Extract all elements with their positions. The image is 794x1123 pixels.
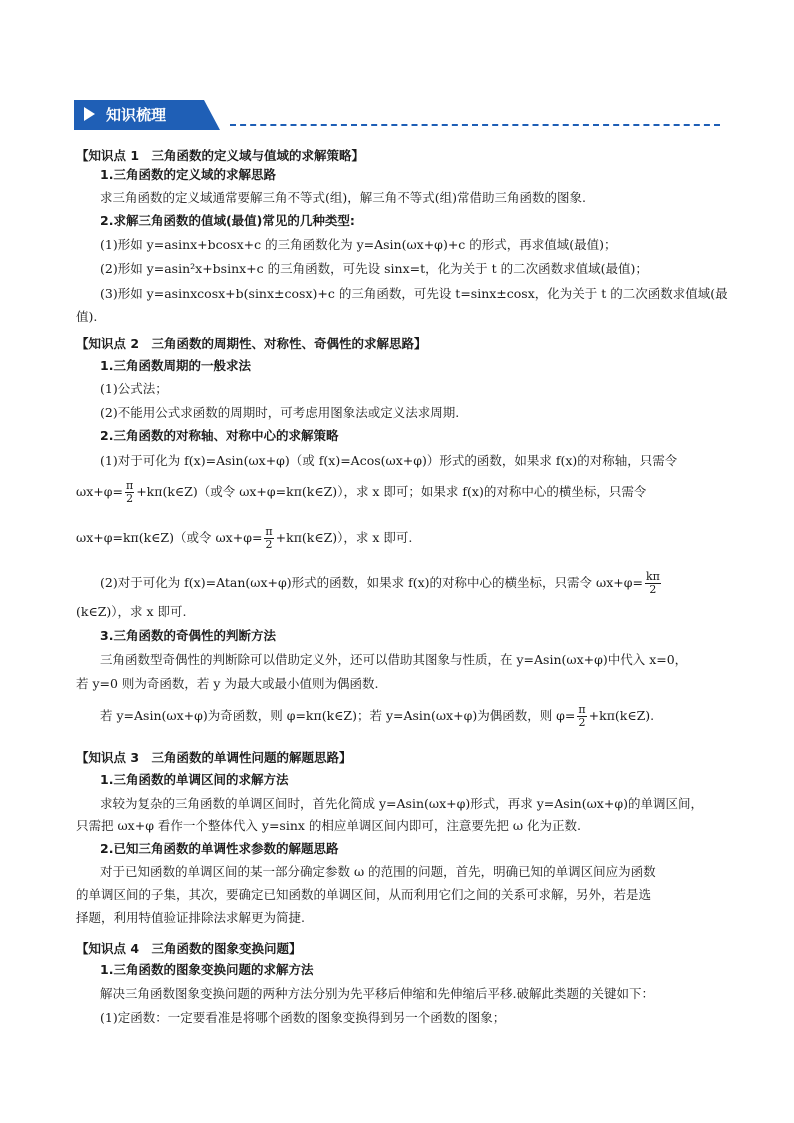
kp2-para-d2: 若 y=0 则为奇函数，若 y 为最大或最小值则为偶函数.	[76, 676, 379, 691]
fraction-pi-over-2	[577, 704, 586, 729]
kp2-item-c1	[100, 571, 663, 596]
kp2-item-b1: (1)对于可化为 f(x)=Asin(ωx+φ)（或 f(x)=Acos(ωx+φ)）形式的函数，如果求 f(x)的对称轴，只需令	[100, 453, 678, 468]
formula-part: +kπ(k∈Z)（或令 ωx+φ=kπ(k∈Z)），求 x 即可；如果求 f(x)的对称中心的横坐标，只需令	[136, 484, 647, 499]
kp1-para-1: 求三角函数的定义域通常要解三角不等式(组)，解三角不等式(组)常借助三角函数的图象.	[100, 190, 586, 205]
kp3-heading-1: 1.三角函数的单调区间的求解方法	[100, 772, 289, 787]
kp4-para-2: (1)定函数：一定要看准是将哪个函数的图象变换得到另一个函数的图象；	[100, 1010, 506, 1025]
fraction-denominator: 2	[649, 583, 657, 596]
play-triangle-icon	[84, 107, 95, 121]
formula-part: 若 y=Asin(ωx+φ)为奇函数，则 φ=kπ(k∈Z)；若 y=Asin(ωx+φ)为偶函数，则 φ=	[100, 708, 576, 723]
kp3-para-5: 择题，利用特值验证排除法求解更为简捷.	[76, 910, 305, 925]
kp2-item-b3	[76, 526, 412, 551]
section-title: 知识梳理	[106, 106, 167, 124]
kp2-item-b2	[76, 480, 646, 505]
kp3-para-2: 只需把 ωx+φ 看作一个整体代入 y=sinx 的相应单调区间内即可，注意要先把 ω 化为正数.	[76, 818, 582, 833]
kp1-title: 【知识点 1 三角函数的定义域与值域的求解策略】	[76, 148, 365, 163]
kp3-para-1: 求较为复杂的三角函数的单调区间时，首先化简成 y=Asin(ωx+φ)形式，再求 y=Asin(ωx+φ)的单调区间，	[100, 796, 703, 811]
fraction-numerator: π	[578, 703, 586, 716]
formula-part: ωx+φ=kπ(k∈Z)（或令 ωx+φ=	[76, 530, 263, 545]
fraction-pi-over-2	[264, 526, 273, 551]
fraction-denominator: 2	[578, 716, 586, 729]
fraction-pi-over-2	[125, 480, 134, 505]
kp4-heading-1: 1.三角函数的图象变换问题的求解方法	[100, 962, 314, 977]
dashed-divider	[230, 124, 720, 126]
kp2-title: 【知识点 2 三角函数的周期性、对称性、奇偶性的求解思路】	[76, 336, 427, 351]
kp2-heading-3: 3.三角函数的奇偶性的判断方法	[100, 628, 276, 643]
formula-part: +kπ(k∈Z)），求 x 即可.	[275, 530, 413, 545]
kp1-item-3: (3)形如 y=asinxcosx+b(sinx±cosx)+c 的三角函数，可先设 t=sinx±cosx，化为关于 t 的二次函数求值域(最	[100, 286, 728, 301]
formula-part: +kπ(k∈Z).	[588, 708, 655, 723]
kp3-heading-2: 2.已知三角函数的单调性求参数的解题思路	[100, 841, 339, 856]
formula-part: ωx+φ=	[76, 484, 123, 499]
fraction-numerator: kπ	[645, 570, 660, 583]
fraction-numerator: π	[125, 479, 134, 492]
fraction-numerator: π	[265, 525, 273, 538]
kp4-title: 【知识点 4 三角函数的图象变换问题】	[76, 941, 302, 956]
kp2-item-a2: (2)不能用公式求函数的周期时，可考虑用图象法或定义法求周期.	[100, 405, 460, 420]
kp2-heading-1: 1.三角函数周期的一般求法	[100, 358, 251, 373]
kp1-heading-2: 2.求解三角函数的值域(最值)常见的几种类型:	[100, 213, 355, 228]
fraction-denominator: 2	[126, 492, 134, 505]
kp2-para-d1: 三角函数型奇偶性的判断除可以借助定义外，还可以借助其图象与性质，在 y=Asin(ωx+φ)中代入 x=0，	[100, 652, 688, 667]
kp2-item-a1: (1)公式法；	[100, 381, 168, 396]
kp3-para-4: 的单调区间的子集，其次，要确定已知函数的单调区间，从而利用它们之间的关系可求解，另外，若是选	[76, 887, 652, 902]
kp2-para-d3	[100, 704, 654, 729]
kp3-para-3: 对于已知函数的单调区间的某一部分确定参数 ω 的范围的问题，首先，明确已知的单调区间应为函数	[100, 864, 656, 879]
kp1-item-2: (2)形如 y=asin²x+bsinx+c 的三角函数，可先设 sinx=t，化为关于 t 的二次函数求值域(最值)；	[100, 261, 648, 276]
kp1-item-1: (1)形如 y=asinx+bcosx+c 的三角函数化为 y=Asin(ωx+φ)+c 的形式，再求值域(最值)；	[100, 237, 617, 252]
kp2-item-c2: (k∈Z)），求 x 即可.	[76, 604, 187, 619]
fraction-denominator: 2	[265, 538, 273, 551]
kp2-heading-2: 2.三角函数的对称轴、对称中心的求解策略	[100, 428, 339, 443]
kp3-title: 【知识点 3 三角函数的单调性问题的解题思路】	[76, 750, 352, 765]
formula-part: (2)对于可化为 f(x)=Atan(ωx+φ)形式的函数，如果求 f(x)的对称中心的横坐标，只需令 ωx+φ=	[100, 575, 643, 590]
kp1-heading-1: 1.三角函数的定义域的求解思路	[100, 167, 276, 182]
fraction-kpi-over-2	[645, 571, 661, 596]
kp4-para-1: 解决三角函数图象变换问题的两种方法分别为先平移后伸缩和先伸缩后平移.破解此类题的关键如下：	[100, 986, 654, 1001]
kp1-item-3-cont: 值).	[76, 309, 98, 324]
